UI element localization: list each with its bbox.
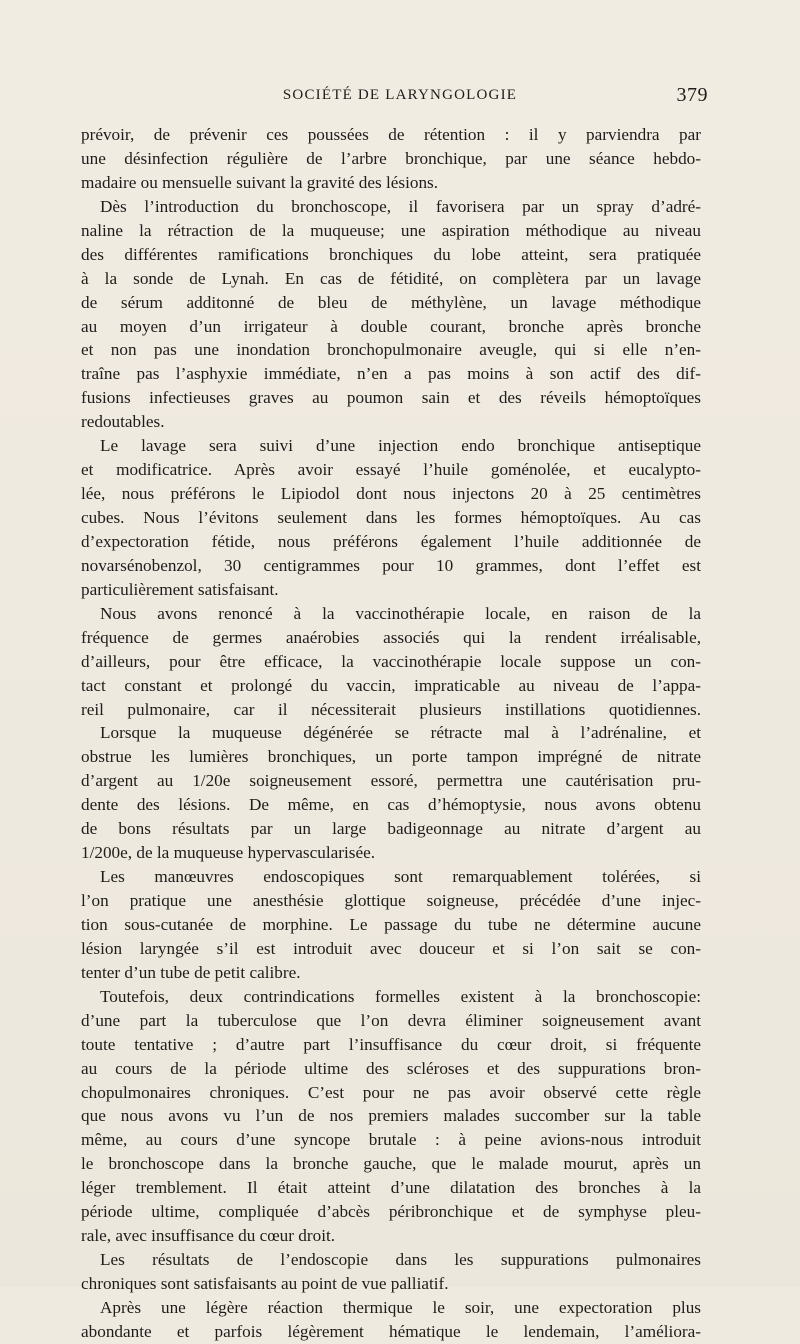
text-line: que nous avons vu l’un de nos premiers malades succomber sur la table <box>81 1106 701 1126</box>
text-line: Après une légère réaction thermique le soir, une expectoration plus <box>100 1297 701 1317</box>
text-line: de bons résultats par un large badigeonnage au nitrate d’argent au <box>81 819 701 839</box>
text-line: obstrue les lumières bronchiques, un porte tampon imprégné de nitrate <box>81 747 701 767</box>
text-line: de sérum additonné de bleu de méthylène, un lavage méthodique <box>81 292 701 312</box>
text-line: et non pas une inondation bronchopulmonaire aveugle, qui si elle n’en- <box>81 340 701 360</box>
text-line: Le lavage sera suivi d’une injection endo bronchique antiseptique <box>100 436 701 456</box>
text-line: et modificatrice. Après avoir essayé l’huile goménolée, et eucalypto- <box>81 460 701 480</box>
text-line: fréquence de germes anaérobies associés qui la rendent irréalisable, <box>81 627 701 647</box>
text-line: au moyen d’un irrigateur à double courant, bronche après bronche <box>81 316 701 336</box>
text-line: naline la rétraction de la muqueuse; une aspiration méthodique au niveau <box>81 220 701 240</box>
text-line: rale, avec insuffisance du cœur droit. <box>81 1226 336 1246</box>
text-line: période ultime, compliquée d’abcès péribronchique et de symphyse pleu- <box>81 1202 701 1222</box>
text-line: à la sonde de Lynah. En cas de fétidité, on complètera par un lavage <box>81 268 701 288</box>
text-line: tact constant et prolongé du vaccin, impraticable au niveau de l’appa- <box>81 675 701 695</box>
running-title: SOCIÉTÉ DE LARYNGOLOGIE <box>282 87 518 103</box>
text-line: Nous avons renoncé à la vaccinothérapie locale, en raison de la <box>100 603 701 623</box>
text-line: prévoir, de prévenir ces poussées de rétention : il y parviendra par <box>81 125 701 144</box>
text-line: novarsénobenzol, 30 centigrammes pour 10 grammes, dont l’effet est <box>81 555 701 575</box>
text-line: cubes. Nous l’évitons seulement dans les formes hémoptoïques. Au cas <box>81 508 701 527</box>
text-line: l’on pratique une anesthésie glottique soigneuse, précédée d’une injec- <box>81 891 701 910</box>
page-number: 379 <box>676 84 708 106</box>
text-line: même, au cours d’une syncope brutale : à peine avions-nous introduit <box>81 1130 701 1150</box>
text-line: chroniques sont satisfaisants au point de vue palliatif. <box>81 1274 449 1293</box>
text-line: lésion laryngée s’il est introduit avec douceur et si l’on sait se con- <box>81 938 701 958</box>
body-text <box>81 123 701 1344</box>
text-line: madaire ou mensuelle suivant la gravité des lésions. <box>81 172 439 192</box>
text-line: chopulmonaires chroniques. C’est pour ne pas avoir observé cette règle <box>81 1082 701 1102</box>
text-line: particulièrement satisfaisant. <box>81 579 279 599</box>
text-line: Les manœuvres endoscopiques sont remarquablement tolérées, si <box>100 867 701 887</box>
text-line: 1/200e, de la muqueuse hypervascularisée. <box>81 843 375 863</box>
text-line: d’expectoration fétide, nous préférons également l’huile additionnée de <box>81 531 701 551</box>
text-line: au cours de la période ultime des scléroses et des suppurations bron- <box>81 1058 701 1078</box>
text-line: dente des lésions. De même, en cas d’hémoptysie, nous avons obtenu <box>81 795 701 815</box>
text-line: des différentes ramifications bronchiques du lobe atteint, sera pratiquée <box>81 244 701 264</box>
text-line: Dès l’introduction du bronchoscope, il favorisera par un spray d’adré- <box>100 196 701 216</box>
text-line: reil pulmonaire, car il nécessiterait plusieurs instillations quotidiennes. <box>81 699 701 719</box>
text-line: tion sous-cutanée de morphine. Le passage du tube ne détermine aucune <box>81 914 701 934</box>
text-line: d’argent au 1/20e soigneusement essoré, permettra une cautérisation pru- <box>81 771 701 791</box>
text-line: fusions infectieuses graves au poumon sain et des réveils hémoptoïques <box>81 388 701 408</box>
text-line: Toutefois, deux contrindications formelles existent à la bronchoscopie: <box>100 986 701 1006</box>
text-line: traîne pas l’asphyxie immédiate, n’en a pas moins à son actif des dif- <box>81 364 701 384</box>
text-line: Lorsque la muqueuse dégénérée se rétracte mal à l’adrénaline, et <box>100 723 701 743</box>
text-line: lée, nous préférons le Lipiodol dont nous injectons 20 à 25 centimètres <box>81 484 701 504</box>
text-line: une désinfection régulière de l’arbre bronchique, par une séance hebdo- <box>81 148 701 168</box>
text-line: redoutables. <box>81 412 165 432</box>
text-line: tenter d’un tube de petit calibre. <box>81 962 301 982</box>
text-line: toute tentative ; d’autre part l’insuffisance du cœur droit, si fréquente <box>81 1034 701 1054</box>
text-line: d’ailleurs, pour être efficace, la vaccinothérapie locale suppose un con- <box>81 651 701 671</box>
text-line: d’une part la tuberculose que l’on devra éliminer soigneusement avant <box>81 1010 701 1030</box>
text-line: abondante et parfois légèrement hématique le lendemain, l’améliora- <box>81 1321 701 1341</box>
page-header <box>80 84 720 108</box>
text-line: le bronchoscope dans la bronche gauche, que le malade mourut, après un <box>81 1154 701 1174</box>
text-line: léger tremblement. Il était atteint d’une dilatation des bronches à la <box>81 1178 701 1198</box>
text-line: Les résultats de l’endoscopie dans les suppurations pulmonaires <box>100 1250 701 1270</box>
